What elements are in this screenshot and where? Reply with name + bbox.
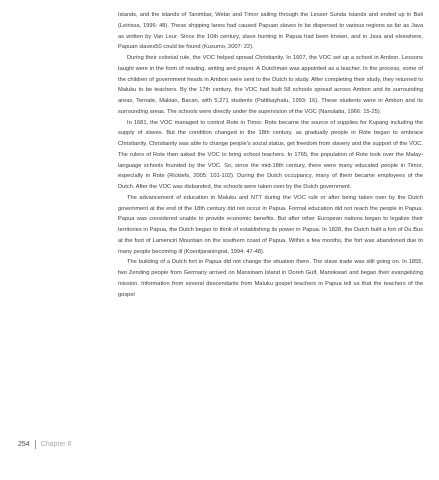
paragraph: In 1681, the VOC managed to control Rote in Timor. Rote became the source of supplies for Kupang including the supply of slaves. But the condition changed in the 18th century, as gradually people in Rote began to embrace Christianity. Christianity was able to change people's social status, get freedom from slavery and the support of the VOC. The rulers of Rote then asked the VOC to bring school teachers. In 1765, the population of Rote took over the Malay-language schools founded by the VOC. So, since the mid-18th century, there were many educated people in Timor, especially in Rote (Ricklefs, 2005: 101-102). During the Dutch occupancy, many of them became employees of the Dutch. After the VOC was disbanded, the schools were taken over by the Dutch government. — [118, 119, 423, 190]
paragraph: During their colonial rule, the VOC helped spread Christianity. In 1607, the VOC set up a school in Ambon. Lessons taught were in the form of reading, writing and prayer. A Dutchman was appointed as a teacher. In the process, some of the children of government heads in Ambon were sent to the Dutch to study. After completing their study, they returned to Maluku to be teachers. By the 17th century, the VOC had built 58 schools spread across Ambon and its surrounding areas, Ternate, Makian, Bacan, with 5,271 students (Pattikayhatu, 1993: 16). These students were in Ambon and its surrounding areas. The schools were directly under the supervision of the VOC (Nanulaita, 1966: 15-25). — [118, 55, 423, 115]
page-number: 254 — [18, 440, 30, 448]
chapter-label: Chapter 6 — [40, 440, 72, 448]
page-footer — [18, 438, 71, 450]
body-text — [118, 10, 423, 300]
footer-divider — [35, 440, 36, 449]
paragraph: The building of a Dutch fort in Papua did not change the situation there. The slave trade was still going on. In 1855, two Zending people from Germany arrived on Mansinam Island in Doreh Gulf, Manokwari and began their evangelizing mission. Information from several descendants from Maluku gospel teachers in Papua tell us that the teachers of the gospel — [118, 259, 423, 298]
paragraph: Islands, and the islands of Tanimbar, Wetar and Timor sailing through the Lesser Sunda Islands and ended up in Bali (Leirissa, 1996: 48). These shipping lanes had caused Papuan slaves to be dispersed to various regions as far as Java as written by Van Leur. Since the 10th century, slave hunting in Papua had been known, and in Java and elsewhere, Papuan slaves50 could be found (Kusumo, 2007: 22). — [118, 12, 423, 51]
paragraph: The advancement of education in Maluku and NTT during the VOC rule or after being taken over by the Dutch government at the end of the 18th century did not occur in Papua. Formal education did not reach the people in Papua. Papua was considered unable to provide economic benefits. But after other European nations began to legalize their territories in Papua, the Dutch began to think of establishing its power in Papua. In 1828, the Dutch built a fort of Du Bus at the foot of Lamenciri Mountain on the southern coast of Papua. Within a few months, the fort was abandoned due to many people becoming ill (Koentjaraningrat, 1994: 47-48). — [118, 194, 423, 255]
